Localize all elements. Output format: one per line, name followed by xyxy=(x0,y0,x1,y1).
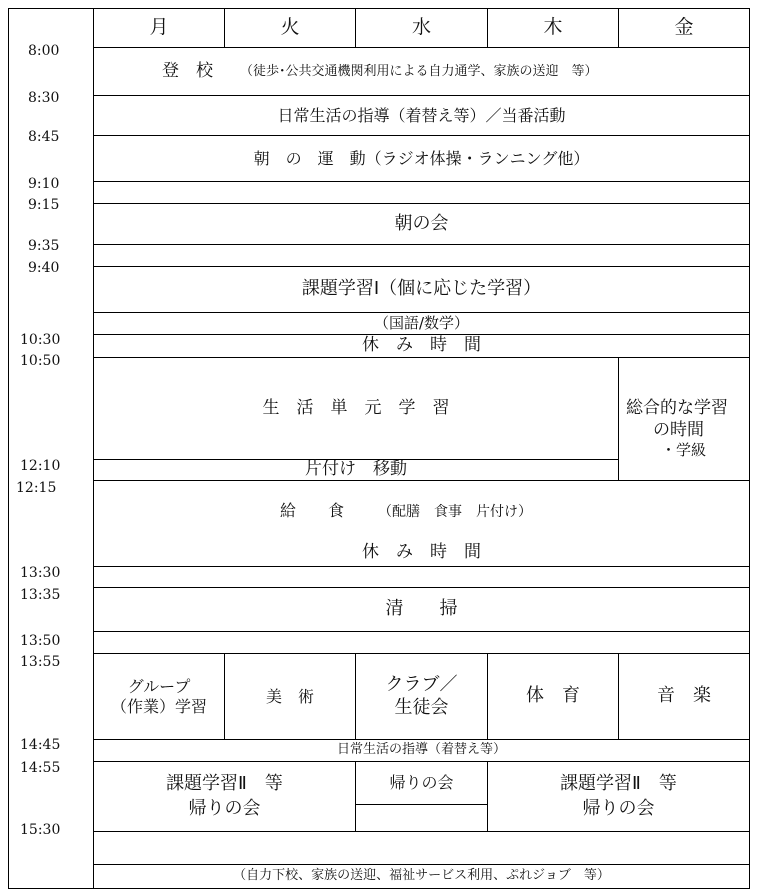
art-class: 美 術 xyxy=(265,686,314,706)
row-line xyxy=(93,181,750,182)
time-label: 9:40 xyxy=(28,260,60,276)
time-label: 13:50 xyxy=(20,633,61,649)
time-label: 12:15 xyxy=(16,480,57,496)
lunch-label: 給 食 xyxy=(280,501,345,520)
day-header-fri: 金 xyxy=(674,16,694,39)
time-label: 14:55 xyxy=(20,760,61,776)
cleanup-and-move: 片付け 移動 xyxy=(305,459,407,480)
time-label: 8:45 xyxy=(28,129,60,145)
time-label: 8:00 xyxy=(28,43,60,59)
study-2-right-line1: 課題学習Ⅱ 等 xyxy=(560,773,677,795)
time-label: 14:45 xyxy=(20,737,61,753)
time-label: 8:30 xyxy=(28,90,60,106)
row-line xyxy=(93,480,750,481)
study-1: 課題学習Ⅰ（個に応じた学習） xyxy=(301,278,542,300)
time-label: 12:10 xyxy=(20,458,61,474)
lunch-note: （配膳 食事 片付け） xyxy=(378,504,532,520)
group-work-study xyxy=(94,654,224,739)
homeroom-wednesday: 帰りの会 xyxy=(389,773,454,792)
row-line xyxy=(93,47,750,48)
time-label: 9:10 xyxy=(28,176,60,192)
frame-right xyxy=(749,8,750,889)
study-2-left-line2: 帰りの会 xyxy=(188,797,261,819)
time-label: 15:30 xyxy=(20,822,61,838)
arrival-label: 登 校 xyxy=(162,61,213,81)
music-class: 音 楽 xyxy=(657,685,711,707)
integrated-study-line1: 総合的な学習 xyxy=(626,398,728,418)
study-2-left xyxy=(94,762,355,831)
arrival-note: （徒歩･公共交通機関利用による自力通学、家族の送迎 等） xyxy=(240,64,598,79)
time-label: 9:35 xyxy=(28,238,60,254)
cleaning: 清 掃 xyxy=(385,598,458,620)
study-2-left-line1: 課題学習Ⅱ 等 xyxy=(166,773,283,795)
day-divider xyxy=(618,357,619,481)
row-line xyxy=(355,804,488,805)
club-line2: 生徒会 xyxy=(394,696,449,718)
row-line xyxy=(93,831,750,832)
study-1-subjects: （国語/数学） xyxy=(373,314,470,333)
time-label: 9:15 xyxy=(28,197,60,213)
group-work-line1: グループ xyxy=(127,676,191,696)
integrated-study-line3: ・学級 xyxy=(661,441,707,459)
time-label: 13:55 xyxy=(20,654,61,670)
time-label: 10:30 xyxy=(20,332,61,348)
day-header-tue: 火 xyxy=(280,16,300,39)
row-line xyxy=(93,631,750,632)
pe-class: 体 育 xyxy=(526,685,580,707)
morning-exercise: 朝 の 運 動（ラジオ体操・ランニング他） xyxy=(253,148,590,168)
departure-note: （自力下校、家族の送迎、福祉サービス利用、ぷれジョブ 等） xyxy=(233,868,610,884)
frame-bottom xyxy=(8,888,750,889)
club-line1: クラブ／ xyxy=(385,674,458,695)
study-2-right xyxy=(488,762,749,831)
time-label: 13:30 xyxy=(20,565,61,581)
unit-study: 生 活 単 元 学 習 xyxy=(262,397,450,418)
frame-left xyxy=(8,8,9,889)
time-label: 13:35 xyxy=(20,587,61,603)
break-time-1: 休 み 時 間 xyxy=(362,335,481,356)
break-time-2: 休 み 時 間 xyxy=(362,542,481,563)
study-2-right-line2: 帰りの会 xyxy=(582,797,655,819)
integrated-study-line2: の時間 xyxy=(653,420,704,440)
daily-life-guidance-2: 日常生活の指導（着替え等） xyxy=(336,742,506,758)
group-work-line2: （作業）学習 xyxy=(110,696,207,716)
row-line xyxy=(93,244,750,245)
time-label: 10:50 xyxy=(20,353,61,369)
day-header-mon: 月 xyxy=(149,16,169,39)
club-student-council xyxy=(356,654,487,739)
day-header-wed: 水 xyxy=(411,16,431,39)
row-line xyxy=(93,566,750,567)
daily-life-guidance: 日常生活の指導（着替え等）／当番活動 xyxy=(277,105,566,125)
morning-meeting: 朝の会 xyxy=(394,212,449,234)
day-header-thu: 木 xyxy=(543,16,563,39)
